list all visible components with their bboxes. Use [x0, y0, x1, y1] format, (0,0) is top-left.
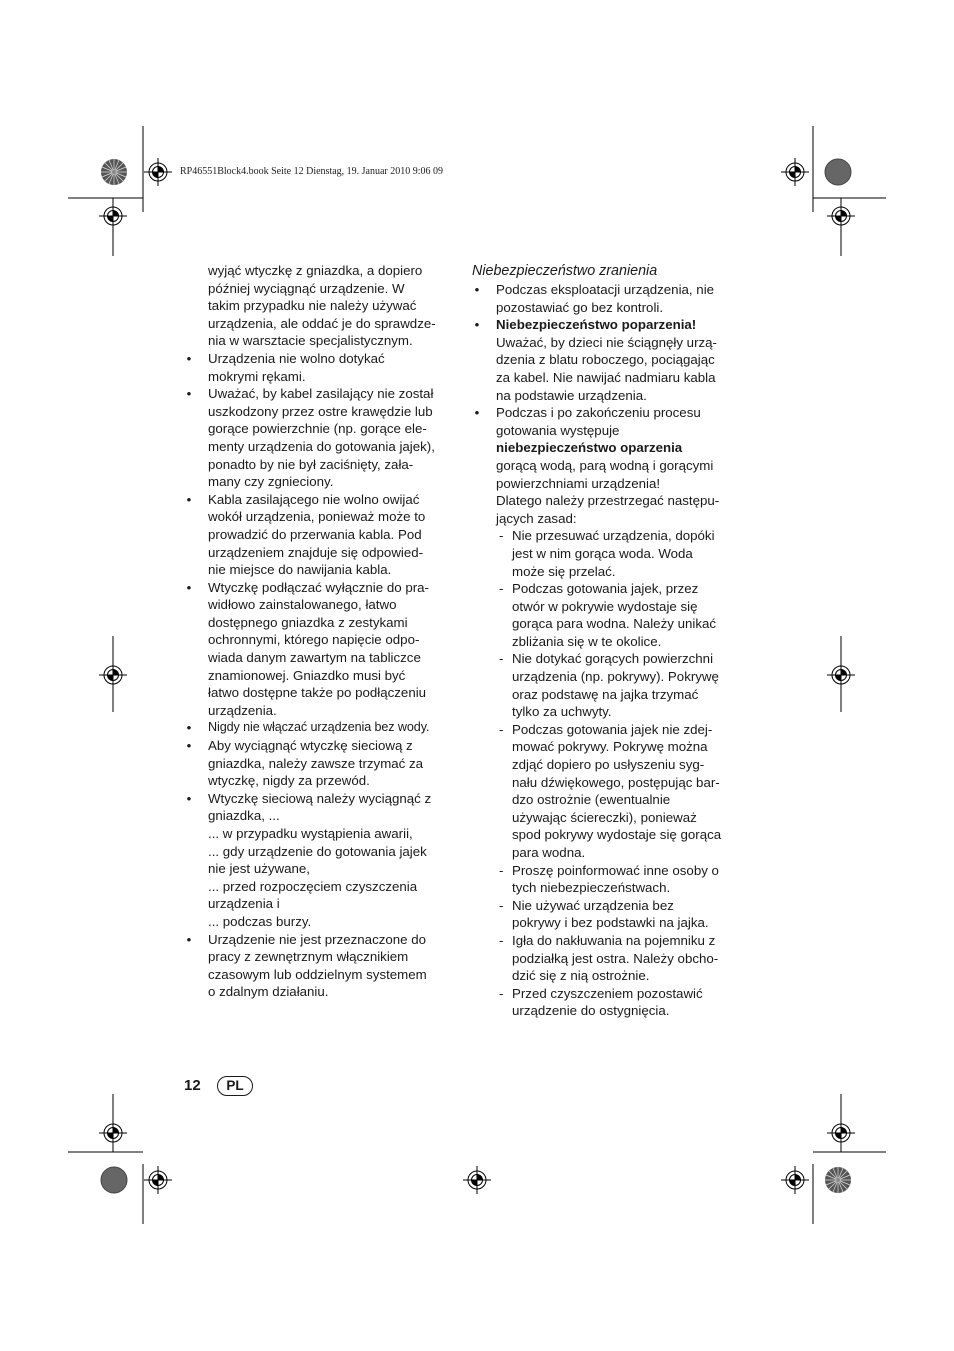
text-line: ... przed rozpoczęciem czyszczenia	[208, 878, 418, 894]
text-line: urządzenia (np. pokrywy). Pokrywę	[512, 669, 719, 685]
text-line: Igła do nakłuwania na pojemniku z	[512, 932, 716, 948]
dash-icon: -	[499, 651, 504, 667]
text-line: ... gdy urządzenie do gotowania jajek	[208, 843, 427, 859]
text-line: Podczas i po zakończeniu procesu	[496, 405, 701, 421]
list-item	[184, 719, 459, 737]
text-line: Nie dotykać gorących powierzchni	[512, 651, 714, 667]
print-slug: RP46551Block4.book Seite 12 Dienstag, 19. Januar 2010 9:06 09	[180, 166, 444, 177]
text-line: ... podczas burzy.	[208, 913, 312, 929]
text-line: tylko za uchwyty.	[512, 704, 612, 720]
text-line: jących zasad:	[496, 510, 577, 526]
text-line: prowadzić do przerwania kabla. Pod	[208, 526, 422, 542]
list-item	[472, 316, 742, 404]
text-line: może się przelać.	[512, 563, 616, 579]
text-line: pokrywy i bez podstawki na jajka.	[512, 915, 709, 931]
page-number: 12	[184, 1077, 201, 1094]
text-line: urządzenia, ale oddać je do sprawdze-	[208, 315, 436, 331]
text-line: łatwo dostępne także po podłączeniu	[208, 685, 427, 701]
list-item	[184, 790, 459, 931]
text-line: mokrymi rękami.	[208, 368, 306, 384]
text-line: gorącą wodą, parą wodną i gorącymi	[496, 457, 714, 473]
text-line: za kabel. Nie nawijać nadmiaru kabla	[496, 369, 716, 385]
text-line: wyjąć wtyczkę z gniazdka, a dopiero	[208, 263, 423, 278]
text-line: tych niebezpieczeństwach.	[512, 880, 671, 896]
text-line: spod pokrywy wydostaje się gorąca	[512, 827, 722, 843]
text-line: pozostawiać go bez kontroli.	[496, 299, 664, 315]
list-item	[184, 491, 459, 579]
text-line: nie jest używane,	[208, 861, 310, 877]
text-line: dzenia z blatu roboczego, pociągając	[496, 352, 715, 368]
text-line: Proszę poinformować inne osoby o	[512, 862, 719, 878]
list-item	[472, 281, 742, 316]
text-line: znamionowej. Gniazdko musi być	[208, 667, 406, 683]
text-line: na podstawie urządzenia.	[496, 387, 647, 403]
section-title: Niebezpieczeństwo zranienia	[472, 263, 658, 279]
text-line: nie miejsce do nawijania kabla.	[208, 562, 392, 578]
text-line: uszkodzony przez ostre krawędzie lub	[208, 403, 433, 419]
text-line: menty urządzenia do gotowania jajek),	[208, 438, 435, 454]
text-line: Wtyczkę sieciową należy wyciągnąć z	[208, 790, 432, 806]
text-line: urządzenia i	[208, 896, 280, 912]
text-line: para wodna.	[512, 845, 586, 860]
text-line: ponadto by nie był zaciśnięty, zała-	[208, 456, 414, 472]
list-item	[184, 737, 459, 790]
text-line: ... w przypadku wystąpienia awarii,	[208, 826, 413, 841]
language-badge: PL	[217, 1076, 253, 1096]
bullet-icon: •	[474, 317, 480, 333]
text-line: takim przypadku nie należy używać	[208, 298, 417, 314]
dash-icon: -	[499, 862, 504, 878]
sub-list-item	[472, 527, 742, 580]
text-line: Kabla zasilającego nie wolno owijać	[208, 491, 420, 507]
warning-heading: niebezpieczeństwo oparzenia	[496, 440, 683, 456]
sub-list-item	[472, 985, 742, 1020]
text-line: Nigdy nie włączać urządzenia bez wody.	[208, 720, 430, 735]
text-line: gorące powierzchnie (np. gorące ele-	[208, 421, 427, 437]
text-line: Wtyczkę podłączać wyłącznie do pra-	[208, 579, 429, 595]
bullet-icon: •	[186, 720, 192, 736]
text-line: Przed czyszczeniem pozostawić	[512, 985, 703, 1001]
text-line: many czy zgnieciony.	[208, 474, 334, 490]
dash-icon: -	[499, 985, 504, 1001]
bullet-icon: •	[186, 491, 192, 507]
bullet-icon: •	[186, 738, 192, 754]
dash-icon: -	[499, 528, 504, 544]
text-line: Podczas eksploatacji urządzenia, nie	[496, 282, 715, 297]
text-line: dzo ostrożnie (ewentualnie	[512, 792, 671, 808]
text-line: wtyczkę, nigdy za przewód.	[208, 773, 370, 789]
text-line: ochronnymi, którego napięcie odpo-	[208, 632, 420, 648]
text-line: zdjąć dopiero po usłyszeniu syg-	[512, 757, 705, 773]
list-item	[184, 931, 459, 1001]
sub-list-item	[472, 650, 742, 720]
text-line: oraz podstawę na jajka trzymać	[512, 686, 699, 702]
text-line: nału dźwiękowego, postępując bar-	[512, 774, 720, 790]
dash-icon: -	[499, 932, 504, 948]
text-line: urządzeniem znajduje się odpowied-	[208, 544, 424, 560]
text-line: gorąca para wodna. Należy unikać	[512, 616, 717, 632]
text-line: widłowo zainstalowanego, łatwo	[208, 597, 397, 613]
text-line: gotowania występuje	[496, 422, 620, 438]
text-line: mować pokrywy. Pokrywę można	[512, 739, 708, 755]
text-line: zbliżania się w te okolice.	[512, 633, 662, 649]
sub-list-item	[472, 721, 742, 862]
text-line: dzić się z nią ostrożnie.	[512, 968, 650, 984]
text-line: urządzenie do ostygnięcia.	[512, 1003, 670, 1019]
text-line: dostępnego gniazdka z zestykami	[208, 614, 408, 630]
sub-list-item	[472, 897, 742, 932]
dash-icon: -	[499, 897, 504, 913]
text-line: Dlatego należy przestrzegać następu-	[496, 493, 720, 509]
text-line: nia w warsztacie specjalistycznym.	[208, 333, 413, 349]
bullet-icon: •	[186, 350, 192, 366]
text-line: Nie używać urządzenia bez	[512, 897, 674, 913]
text-line: Podczas gotowania jajek, przez	[512, 581, 699, 597]
dash-icon: -	[499, 721, 504, 737]
text-line: Urządzenie nie jest przeznaczone do	[208, 931, 427, 947]
text-line: Aby wyciągnąć wtyczkę sieciową z	[208, 738, 413, 754]
text-line: czasowym lub oddzielnym systemem	[208, 966, 427, 982]
list-item	[184, 579, 459, 720]
bullet-icon: •	[186, 579, 192, 595]
text-line: o zdalnym działaniu.	[208, 984, 329, 1000]
warning-heading: Niebezpieczeństwo poparzenia!	[496, 317, 697, 333]
text-line: otwór w pokrywie wydostaje się	[512, 598, 698, 614]
text-line: Podczas gotowania jajek nie zdej-	[512, 721, 713, 737]
dash-icon: -	[499, 581, 504, 597]
text-line: gniazdka, należy zawsze trzymać za	[208, 755, 424, 771]
text-line: Uważać, by kabel zasilający nie został	[208, 386, 434, 402]
text-line: urządzenia.	[208, 702, 277, 718]
text-line: używając ściereczki), ponieważ	[512, 809, 697, 825]
bullet-icon: •	[186, 386, 192, 402]
list-item	[472, 404, 742, 527]
text-line: pracy z zewnętrznym włącznikiem	[208, 949, 409, 965]
text-line: wokół urządzenia, ponieważ może to	[208, 509, 426, 525]
right-column	[472, 262, 742, 1020]
sub-list-item	[472, 580, 742, 650]
sub-list-item	[472, 862, 742, 897]
bullet-icon: •	[186, 931, 192, 947]
left-column	[184, 262, 459, 1001]
list-item	[184, 350, 459, 385]
text-line: Nie przesuwać urządzenia, dopóki	[512, 528, 715, 544]
text-line: wiada danym zawartym na tabliczce	[208, 650, 421, 666]
list-item	[184, 385, 459, 491]
bullet-icon: •	[474, 282, 480, 297]
text-line: podziałką jest ostra. Należy obcho-	[512, 950, 719, 966]
bullet-icon: •	[186, 790, 192, 806]
text-line: Urządzenia nie wolno dotykać	[208, 350, 385, 366]
text-line: gniazdka, ...	[208, 808, 280, 824]
text-line: Uważać, by dzieci nie ściągnęły urzą-	[496, 334, 717, 350]
bullet-icon: •	[474, 405, 480, 421]
intro-paragraph	[184, 262, 459, 350]
sub-list-item	[472, 932, 742, 985]
text-line: jest w nim gorąca woda. Woda	[512, 545, 693, 561]
text-line: powierzchniami urządzenia!	[496, 475, 661, 491]
text-line: później wyciągnąć urządzenie. W	[208, 280, 405, 296]
